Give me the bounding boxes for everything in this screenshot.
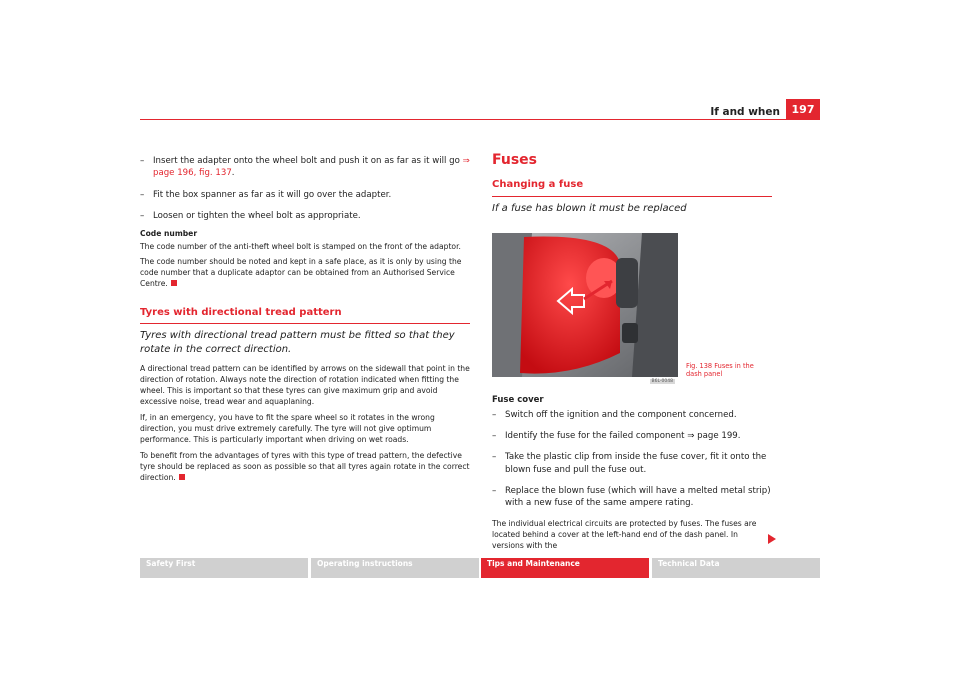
end-of-section-marker-icon bbox=[179, 474, 185, 480]
section-subtitle-changing-fuse: If a fuse has blown it must be replaced bbox=[492, 202, 687, 214]
step-text: Loosen or tighten the wheel bolt as appropriate. bbox=[153, 210, 361, 221]
section-subtitle-directional-tyres: Tyres with directional tread pattern must be fitted so that they rotate in the correct direction. bbox=[140, 329, 455, 355]
step-dash: – bbox=[492, 452, 497, 463]
right-column bbox=[492, 154, 772, 222]
step-remove-fuse bbox=[492, 451, 772, 476]
footer-tab-safety-first[interactable]: Safety First bbox=[140, 558, 308, 578]
step-switch-off bbox=[492, 409, 772, 421]
figure-caption-line-1: Fig. 138 Fuses in the bbox=[686, 362, 754, 370]
step-loosen-bolt bbox=[140, 210, 470, 222]
figure-code-label: B6L-0048 bbox=[651, 379, 673, 384]
step-text: Switch off the ignition and the component concerned. bbox=[505, 410, 737, 420]
section-title-changing-fuse: Changing a fuse bbox=[492, 179, 772, 196]
step-identify-fuse bbox=[492, 430, 772, 442]
step-dash: – bbox=[492, 486, 497, 497]
figure-caption bbox=[686, 362, 754, 378]
step-dash: – bbox=[492, 410, 497, 420]
step-replace-fuse bbox=[492, 485, 772, 510]
page-reference-link[interactable]: ⇒ page 196, fig. 137 bbox=[153, 156, 470, 179]
step-text: Take the plastic clip from inside the fuse cover, fit it onto the blown fuse and pull the fuse out. bbox=[505, 452, 767, 475]
code-paragraph-2-text: The code number should be noted and kept in a safe place, as it is only by using the code number that a duplicate adaptor can be obtained from an Authorised Service Centre. bbox=[140, 256, 462, 289]
step-text: Fit the box spanner as far as it will go over the adapter. bbox=[153, 189, 392, 200]
running-header-title: If and when bbox=[710, 106, 780, 118]
footer-tab-tips-and-maintenance[interactable]: Tips and Maintenance bbox=[481, 558, 649, 578]
page-number: 197 bbox=[786, 99, 820, 119]
continue-next-page-arrow-icon[interactable] bbox=[768, 534, 776, 544]
left-column bbox=[140, 155, 470, 487]
footer-tab-technical-data[interactable]: Technical Data bbox=[652, 558, 820, 578]
step-dash: – bbox=[140, 210, 145, 221]
footer-tab-operating-instructions[interactable]: Operating instructions bbox=[311, 558, 479, 578]
dash-panel-illustration bbox=[492, 233, 678, 377]
fuse-paragraph: The individual electrical circuits are protected by fuses. The fuses are located behind a cover at the left-hand end of the dash panel. In versions with the bbox=[492, 518, 757, 551]
fuse-cover-heading: Fuse cover bbox=[492, 395, 544, 405]
step-text: Replace the blown fuse (which will have a melted metal strip) with a new fuse of the same ampere rating. bbox=[505, 486, 771, 509]
tyre-paragraph-1: A directional tread pattern can be identified by arrows on the sidewall that point in the direction of rotation. Always note the direction of rotation indicated when fitting the wheel. This is important so that these tyres can give maximum grip and avoid excessive noise, tread wear and aquaplaning. bbox=[140, 363, 470, 407]
section-title-directional-tyres: Tyres with directional tread pattern bbox=[140, 307, 470, 324]
figure-fuse-cover-photo bbox=[492, 233, 678, 384]
fuse-instructions bbox=[492, 395, 772, 555]
step-text: Insert the adapter onto the wheel bolt and push it on as far as it will go bbox=[153, 156, 463, 166]
fuse-cover-highlight bbox=[520, 237, 620, 374]
code-paragraph-2 bbox=[140, 256, 470, 290]
step-dash: – bbox=[492, 431, 497, 442]
code-paragraph-1: The code number of the anti-theft wheel bolt is stamped on the front of the adaptor. bbox=[140, 241, 461, 251]
tyre-paragraph-2: If, in an emergency, you have to fit the spare wheel so it rotates in the wrong direction, you must drive extremely carefully. The tyre will not give optimum performance. This is particularly important when driving on wet roads. bbox=[140, 412, 435, 445]
step-fit-spanner bbox=[140, 189, 470, 201]
step-dash: – bbox=[140, 156, 145, 166]
figure-code bbox=[492, 367, 678, 386]
step-text-end: . bbox=[231, 168, 235, 179]
step-dash: – bbox=[140, 189, 145, 200]
end-of-section-marker-icon bbox=[171, 280, 177, 286]
header-rule bbox=[140, 119, 820, 120]
chapter-title-fuses: Fuses bbox=[492, 152, 537, 168]
figure-caption-line-2: dash panel bbox=[686, 370, 723, 379]
code-number-heading: Code number bbox=[140, 229, 198, 239]
tyre-paragraph-3-text: To benefit from the advantages of tyres with this type of tread pattern, the defective tyre should be replaced as soon as possible so that all tyres again rotate in the correct direction. bbox=[140, 450, 470, 483]
step-insert-adapter bbox=[140, 155, 470, 180]
step-text: Identify the fuse for the failed component ⇒ page 199. bbox=[505, 431, 741, 442]
tyre-paragraph-3 bbox=[140, 450, 470, 484]
